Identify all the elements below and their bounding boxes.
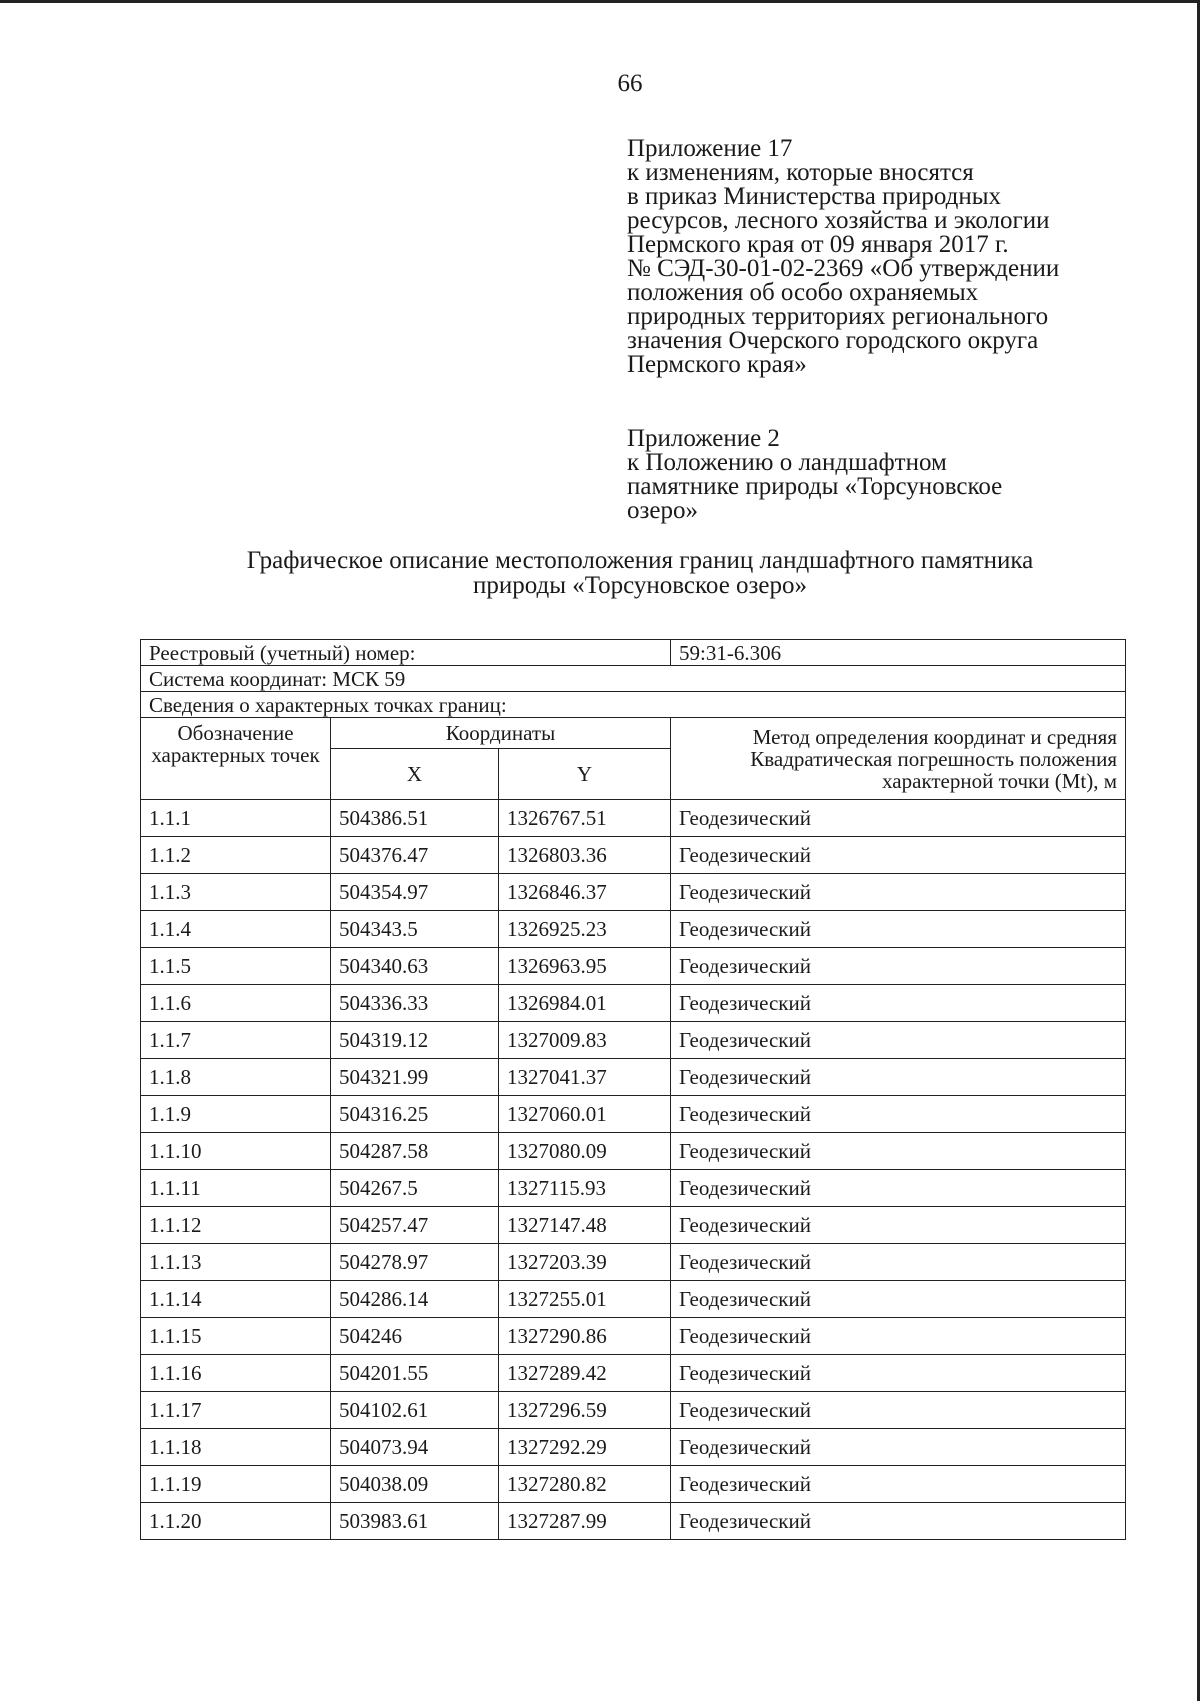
- x-cell: 504267.5: [331, 1170, 499, 1207]
- point-name-cell: 1.1.17: [141, 1392, 331, 1429]
- appendix-2-line: озеро»: [627, 497, 698, 524]
- y-cell: 1326767.51: [499, 800, 671, 837]
- appendix-2-line: к Положению о ландшафтном: [627, 449, 947, 476]
- y-cell: 1327041.37: [499, 1059, 671, 1096]
- table-row: [141, 1170, 1126, 1207]
- x-cell: 504278.97: [331, 1244, 499, 1281]
- table-row: [141, 800, 1126, 837]
- table-row: [141, 874, 1126, 911]
- y-cell: 1326846.37: [499, 874, 671, 911]
- point-name-cell: 1.1.12: [141, 1207, 331, 1244]
- appendix-17-block: [627, 137, 1059, 377]
- x-cell: 504376.47: [331, 837, 499, 874]
- appendix-17-line: природных территориях регионального: [627, 303, 1049, 330]
- point-name-cell: 1.1.9: [141, 1096, 331, 1133]
- y-cell: 1327009.83: [499, 1022, 671, 1059]
- method-cell: Геодезический: [671, 874, 1126, 911]
- appendix-2-block: [627, 427, 1002, 523]
- registry-value: 59:31-6.306: [671, 640, 1126, 666]
- method-cell: Геодезический: [671, 1170, 1126, 1207]
- point-name-cell: 1.1.19: [141, 1466, 331, 1503]
- x-cell: 504321.99: [331, 1059, 499, 1096]
- registry-row: [141, 640, 1126, 666]
- y-cell: 1326803.36: [499, 837, 671, 874]
- method-cell: Геодезический: [671, 1429, 1126, 1466]
- point-name-cell: 1.1.8: [141, 1059, 331, 1096]
- method-cell: Геодезический: [671, 1207, 1126, 1244]
- header-method-line: характерной точки (Mt), м: [882, 768, 1117, 793]
- appendix-17-line: положения об особо охраняемых: [627, 279, 979, 306]
- point-name-cell: 1.1.6: [141, 985, 331, 1022]
- header-method-line: Метод определения координат и средняя: [752, 724, 1117, 749]
- method-cell: Геодезический: [671, 800, 1126, 837]
- x-cell: 503983.61: [331, 1503, 499, 1540]
- y-cell: 1326925.23: [499, 911, 671, 948]
- x-cell: 504286.14: [331, 1281, 499, 1318]
- method-cell: Геодезический: [671, 985, 1126, 1022]
- x-cell: 504201.55: [331, 1355, 499, 1392]
- header-method-line: Квадратическая погрешность положения: [750, 746, 1117, 771]
- method-cell: Геодезический: [671, 1392, 1126, 1429]
- appendix-17-line: значения Очерского городского округа: [627, 327, 1039, 354]
- x-cell: 504246: [331, 1318, 499, 1355]
- method-cell: Геодезический: [671, 1355, 1126, 1392]
- point-name-cell: 1.1.11: [141, 1170, 331, 1207]
- appendix-2-line: Приложение 2: [627, 425, 780, 452]
- title-line: природы «Торсуновское озеро»: [472, 572, 808, 599]
- y-cell: 1327296.59: [499, 1392, 671, 1429]
- x-cell: 504316.25: [331, 1096, 499, 1133]
- point-name-cell: 1.1.7: [141, 1022, 331, 1059]
- appendix-17-line: № СЭД-30-01-02-2369 «Об утверждении: [627, 255, 1060, 282]
- point-name-cell: 1.1.16: [141, 1355, 331, 1392]
- page-border-top: [0, 0, 1200, 3]
- y-cell: 1327060.01: [499, 1096, 671, 1133]
- appendix-17-line: ресурсов, лесного хозяйства и экологии: [627, 207, 1050, 234]
- method-cell: Геодезический: [671, 948, 1126, 985]
- appendix-17-line: к изменениям, которые вносятся: [627, 159, 974, 186]
- page-number: 66: [617, 70, 643, 97]
- point-name-cell: 1.1.3: [141, 874, 331, 911]
- appendix-17-line: Приложение 17: [627, 135, 793, 162]
- x-cell: 504336.33: [331, 985, 499, 1022]
- table-row: [141, 1133, 1126, 1170]
- title-line: Графическое описание местоположения границ ландшафтного памятника: [246, 547, 1034, 574]
- coord-system-row: [141, 666, 1126, 692]
- header-row: [141, 718, 1126, 749]
- x-cell: 504340.63: [331, 948, 499, 985]
- table-row: [141, 1503, 1126, 1540]
- table-row: [141, 911, 1126, 948]
- y-cell: 1327115.93: [499, 1170, 671, 1207]
- points-info-row: [141, 692, 1126, 718]
- y-cell: 1327280.82: [499, 1466, 671, 1503]
- header-method: [671, 718, 1126, 800]
- y-cell: 1327147.48: [499, 1207, 671, 1244]
- y-cell: 1327287.99: [499, 1503, 671, 1540]
- method-cell: Геодезический: [671, 1022, 1126, 1059]
- y-cell: 1327290.86: [499, 1318, 671, 1355]
- x-cell: 504257.47: [331, 1207, 499, 1244]
- point-name-cell: 1.1.1: [141, 800, 331, 837]
- appendix-17-line: Пермского края от 09 января 2017 г.: [627, 231, 1009, 258]
- point-name-cell: 1.1.5: [141, 948, 331, 985]
- y-cell: 1327255.01: [499, 1281, 671, 1318]
- method-cell: Геодезический: [671, 1318, 1126, 1355]
- method-cell: Геодезический: [671, 837, 1126, 874]
- x-cell: 504287.58: [331, 1133, 499, 1170]
- header-y: Y: [499, 749, 671, 800]
- method-cell: Геодезический: [671, 911, 1126, 948]
- method-cell: Геодезический: [671, 1466, 1126, 1503]
- point-name-cell: 1.1.4: [141, 911, 331, 948]
- table-row: [141, 1281, 1126, 1318]
- y-cell: 1327203.39: [499, 1244, 671, 1281]
- x-cell: 504073.94: [331, 1429, 499, 1466]
- x-cell: 504102.61: [331, 1392, 499, 1429]
- y-cell: 1326984.01: [499, 985, 671, 1022]
- point-name-cell: 1.1.13: [141, 1244, 331, 1281]
- table-row: [141, 1318, 1126, 1355]
- table-row: [141, 948, 1126, 985]
- table-row: [141, 1059, 1126, 1096]
- x-cell: 504343.5: [331, 911, 499, 948]
- table-row: [141, 1096, 1126, 1133]
- point-name-cell: 1.1.14: [141, 1281, 331, 1318]
- table-row: [141, 985, 1126, 1022]
- x-cell: 504319.12: [331, 1022, 499, 1059]
- table-row: [141, 1392, 1126, 1429]
- method-cell: Геодезический: [671, 1503, 1126, 1540]
- coord-system: Система координат: МСК 59: [141, 666, 1126, 692]
- method-cell: Геодезический: [671, 1281, 1126, 1318]
- table-row: [141, 1466, 1126, 1503]
- table-row: [141, 1429, 1126, 1466]
- method-cell: Геодезический: [671, 1244, 1126, 1281]
- table-row: [141, 1355, 1126, 1392]
- coordinates-table: [140, 639, 1126, 1540]
- point-name-cell: 1.1.20: [141, 1503, 331, 1540]
- document-title: [140, 548, 1140, 598]
- y-cell: 1327080.09: [499, 1133, 671, 1170]
- header-coordinates: Координаты: [331, 718, 671, 749]
- point-name-cell: 1.1.18: [141, 1429, 331, 1466]
- point-name-cell: 1.1.10: [141, 1133, 331, 1170]
- y-cell: 1327292.29: [499, 1429, 671, 1466]
- appendix-17-line: Пермского края»: [627, 351, 807, 378]
- y-cell: 1326963.95: [499, 948, 671, 985]
- table-row: [141, 1244, 1126, 1281]
- appendix-2-line: памятнике природы «Торсуновское: [627, 473, 1003, 500]
- x-cell: 504354.97: [331, 874, 499, 911]
- method-cell: Геодезический: [671, 1133, 1126, 1170]
- appendix-17-line: в приказ Министерства природных: [627, 183, 1002, 210]
- table-row: [141, 837, 1126, 874]
- point-name-cell: 1.1.15: [141, 1318, 331, 1355]
- table-row: [141, 1207, 1126, 1244]
- method-cell: Геодезический: [671, 1059, 1126, 1096]
- table-row: [141, 1022, 1126, 1059]
- x-cell: 504038.09: [331, 1466, 499, 1503]
- header-x: X: [331, 749, 499, 800]
- method-cell: Геодезический: [671, 1096, 1126, 1133]
- x-cell: 504386.51: [331, 800, 499, 837]
- y-cell: 1327289.42: [499, 1355, 671, 1392]
- registry-label: Реестровый (учетный) номер:: [141, 640, 671, 666]
- points-info: Сведения о характерных точках границ:: [141, 692, 1126, 718]
- point-name-cell: 1.1.2: [141, 837, 331, 874]
- header-designation: Обозначение характерных точек: [141, 718, 331, 800]
